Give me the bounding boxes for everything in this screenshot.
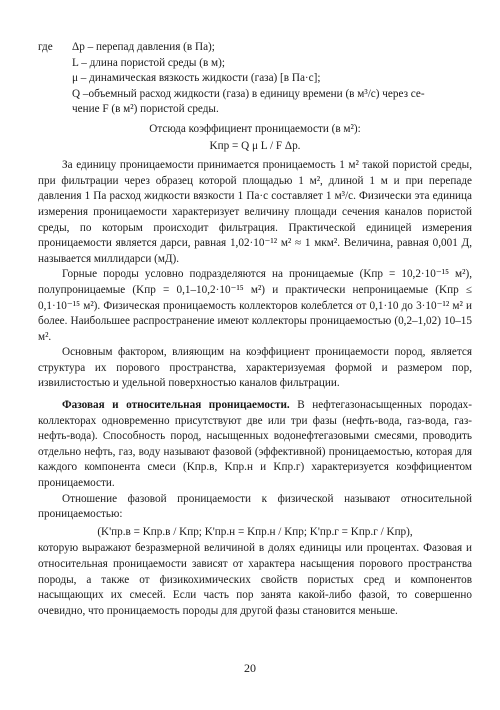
definition-mu: μ – динамическая вязкость жидкости (газа) [в Па·с]; xyxy=(72,72,321,85)
paragraph-unit-definition: За единицу проницаемости принимается проницаемость 1 м² такой пористой среды, при фильтрации через образец которой площадью 1 м², длиной 1 м и при перепаде давления 1 Па расход жидкости вязкости 1 Па·с составляет 1 м³/с. Физически эта единица измерения проницаемости характеризует величину площади сечения каналов пористой среды, по которым происходит фильтрация. Практической единицей измерения проницаемости является дарси, равная 1,02·10⁻¹² м² ≈ 1 мкм². Величина, равная 0,001 Д, называется миллидарси (мД). xyxy=(38,159,472,265)
definition-Q: Q –объемный расход жидкости (газа) в единицу времени (в м³/с) через се- xyxy=(72,87,425,100)
page-content xyxy=(38,40,472,619)
paragraph-phase-text: В нефтегазонасыщенных породах-коллекторах одновременно присутствуют две или три фазы (нефть-вода, газ-вода, газ-нефть-вода). Способность пород, насыщенных водонефтегазовыми смесями, проводить отдельно нефть, газ, воду называют фазовой (эффективной) проницаемостью, которая для каждого компонента смеси (Kпр.в, Kпр.н и Kпр.г) характеризуется коэффициентом проницаемости. xyxy=(38,399,472,490)
paragraph-phase-permeability xyxy=(38,398,472,492)
paragraph-rock-classification: Горные породы условно подразделяются на проницаемые (Kпр = 10,2·10⁻¹⁵ м²), полупроницаемые (Kпр = 0,1–10,2·10⁻¹⁵ м²) и практически непроницаемые (Kпр ≤ 0,1·10⁻¹⁵ м²). Физическая проницаемость коллекторов колеблется от 0,1·10 до 3·10⁻¹² м² и более. Наибольшее распространение имеют коллекторы проницаемостью (0,2–1,02) 10–15 м². xyxy=(38,268,472,343)
definition-L: L – длина пористой среды (в м); xyxy=(72,56,225,69)
page-number: 20 xyxy=(244,661,256,675)
definition-Q-cont: чение F (в м²) пористой среды. xyxy=(72,103,219,116)
where-label: где xyxy=(38,41,53,53)
permeability-formula: Kпр = Q μ L / F Δp. xyxy=(209,139,301,152)
paragraph-structure-factor: Основным фактором, влияющим на коэффициент проницаемости пород, является структура их порового пространства, характеризуемая формой и размером пор, извилистостью и удельной поверхностью каналов фильтрации. xyxy=(38,346,472,390)
formula-intro: Отсюда коэффициент проницаемости (в м²): xyxy=(149,122,361,135)
paragraph-conclusion: которую выражают безразмерной величиной в долях единицы или процентах. Фазовая и относительная проницаемости зависят от характера насыщения порового пространства породы, а также от физикохимических свойств пористых сред и компонентов насыщающих их смесей. Если часть пор занята какой-либо фазой, то совершенно очевидно, что проницаемость породы для другой фазы становится меньше. xyxy=(38,542,472,617)
relative-permeability-formula: (K'пр.в = Kпр.в / Kпр; K'пр.н = Kпр.н / Kпр; K'пр.г = Kпр.г / Kпр), xyxy=(97,525,413,538)
definition-dp: Δp – перепад давления (в Па); xyxy=(72,41,215,53)
section-heading: Фазовая и относительная проницаемости. xyxy=(62,399,290,412)
permeability-formula-block xyxy=(38,122,472,154)
variable-definitions xyxy=(38,40,472,118)
paragraph-relative-permeability: Отношение фазовой проницаемости к физической называют относительной проницаемостью: xyxy=(38,492,472,521)
